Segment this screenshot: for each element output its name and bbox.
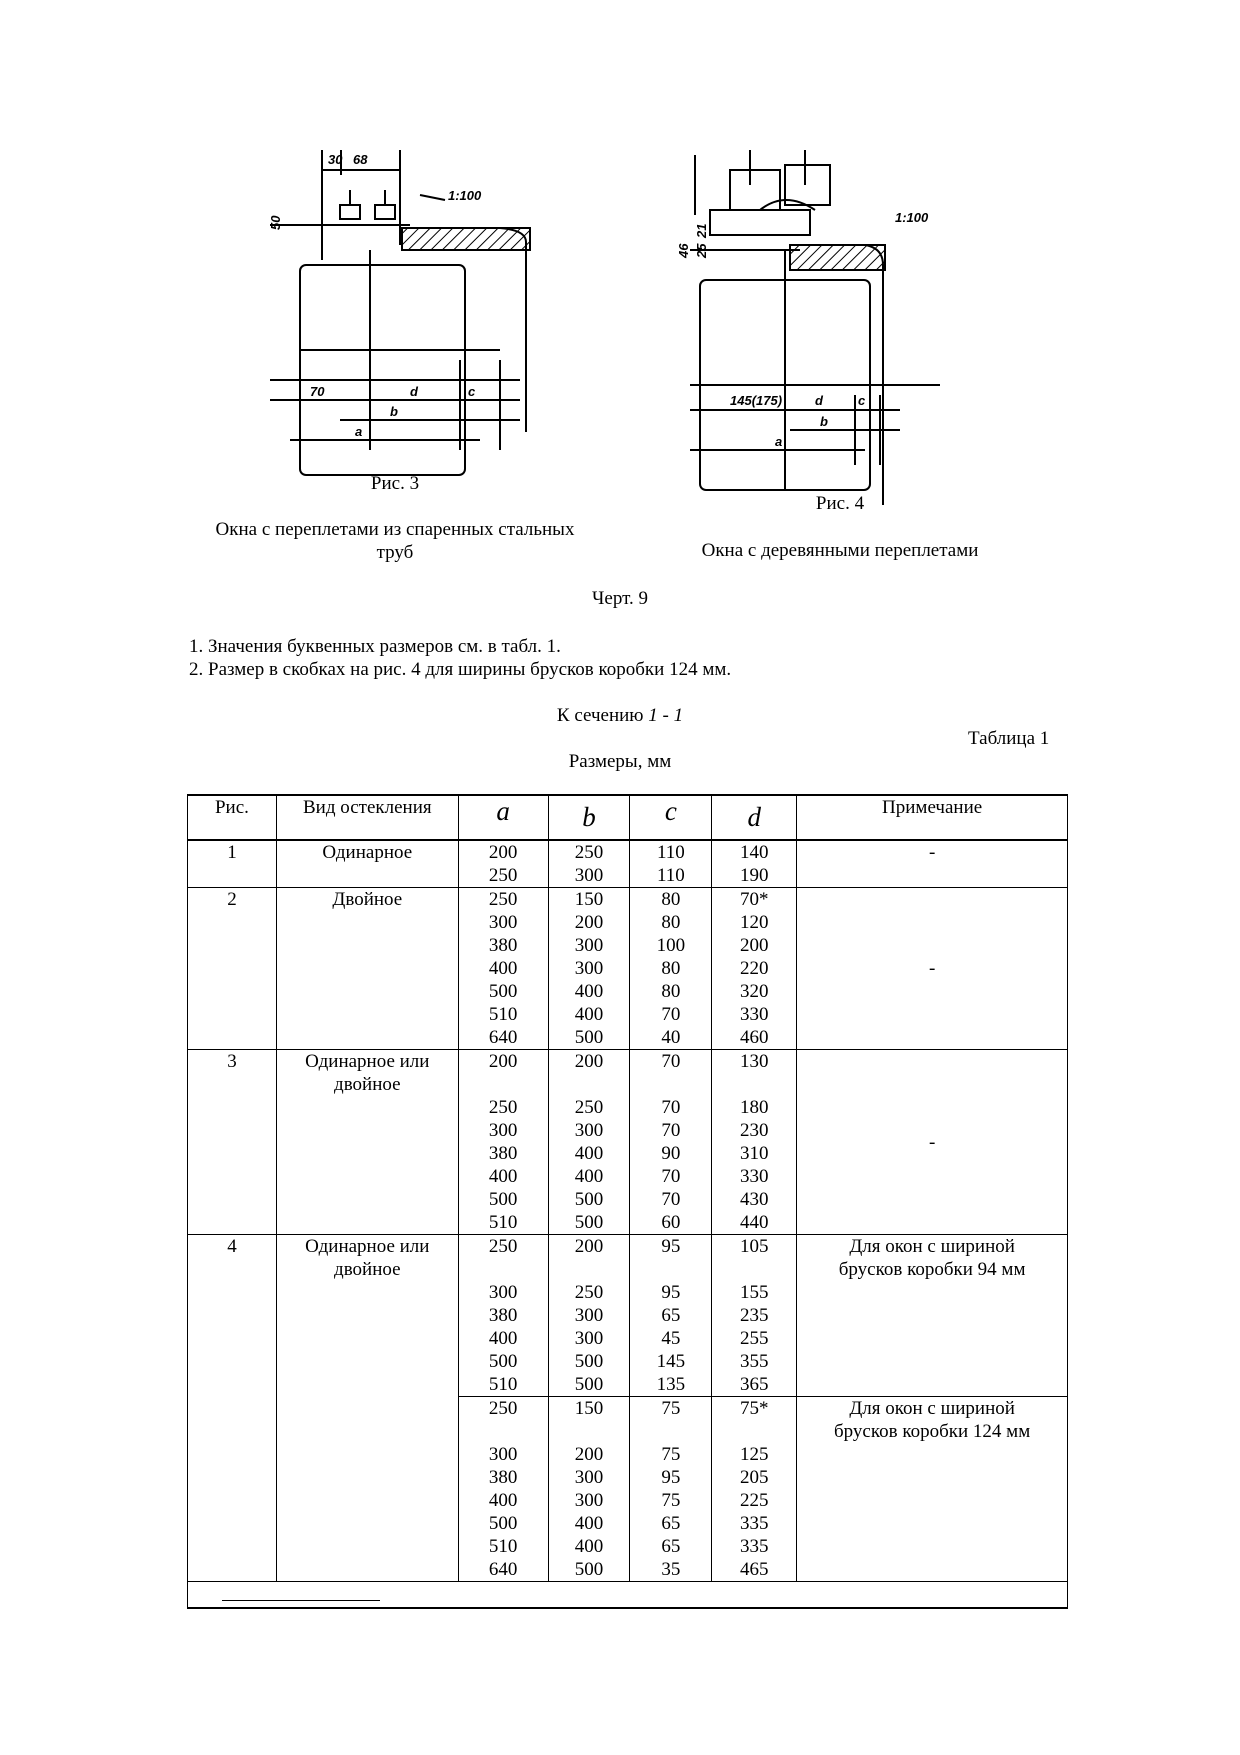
cell-d: 225 [712, 1489, 797, 1512]
cell-note: - [797, 1050, 1068, 1235]
cell-a: 380 [458, 1466, 548, 1489]
header-d: d [712, 795, 797, 840]
cell-a: 510 [458, 1211, 548, 1235]
units-caption: Размеры, мм [568, 751, 672, 772]
svg-text:25: 25 [694, 243, 709, 258]
cell-d: 320 [712, 980, 797, 1003]
svg-text:c: c [468, 384, 476, 399]
svg-text:68: 68 [353, 152, 368, 167]
table-row [188, 840, 1068, 864]
cell-a: 510 [458, 1535, 548, 1558]
svg-text:145(175): 145(175) [730, 393, 783, 408]
cell-b: 500 [548, 1350, 630, 1373]
cell-c: 80 [630, 911, 712, 934]
figure-4-title: Окна с деревянными переплетами [701, 540, 979, 561]
cell-b: 500 [548, 1188, 630, 1211]
cell-c: 65 [630, 1304, 712, 1327]
table-body [188, 840, 1068, 1608]
figure-4-drawing [676, 150, 990, 490]
cell-c: 60 [630, 1211, 712, 1235]
cell-b: 300 [548, 1327, 630, 1350]
svg-text:a: a [355, 424, 363, 439]
cell-b: 300 [548, 957, 630, 980]
cell-d: 235 [712, 1304, 797, 1327]
svg-text:50: 50 [268, 215, 283, 230]
cell-b: 300 [548, 1119, 630, 1142]
cell-d: 220 [712, 957, 797, 980]
cell-a: 300 [458, 1119, 548, 1142]
dimensions-table [187, 794, 1068, 1609]
cell-d: 365 [712, 1373, 797, 1397]
cell-glazing-type: Одинарное или двойное [276, 1235, 458, 1582]
cell-b: 400 [548, 1003, 630, 1026]
cell-b: 500 [548, 1026, 630, 1050]
cell-b: 400 [548, 1512, 630, 1535]
cell-a: 200 [458, 840, 548, 864]
cell-b: 300 [548, 934, 630, 957]
cell-d: 200 [712, 934, 797, 957]
cell-c: 95 [630, 1466, 712, 1489]
svg-text:b: b [390, 404, 398, 419]
notes [189, 635, 1049, 681]
cell-b: 200 [548, 911, 630, 934]
cell-b: 500 [548, 1558, 630, 1582]
cell-c: 135 [630, 1373, 712, 1397]
cell-d: 130 [712, 1050, 797, 1097]
cell-c: 70 [630, 1003, 712, 1026]
cell-d: 75* [712, 1397, 797, 1444]
section-prefix: К сечению [556, 705, 649, 726]
cell-d: 190 [712, 864, 797, 888]
cell-note: - [797, 888, 1068, 1050]
note-2: 2. Размер в скобках на рис. 4 для ширины брусков коробки 124 мм. [189, 659, 732, 680]
cell-c: 75 [630, 1397, 712, 1444]
cell-note: - [797, 840, 1068, 888]
cell-c: 75 [630, 1489, 712, 1512]
cell-a: 500 [458, 1188, 548, 1211]
svg-text:c: c [858, 393, 866, 408]
table-footer-row [188, 1582, 1068, 1609]
svg-text:1:100: 1:100 [895, 210, 929, 225]
cell-c: 110 [630, 864, 712, 888]
cell-b: 250 [548, 1096, 630, 1119]
cell-a: 400 [458, 1165, 548, 1188]
cell-a: 250 [458, 1235, 548, 1282]
cell-c: 65 [630, 1512, 712, 1535]
cell-a: 380 [458, 1142, 548, 1165]
cell-a: 300 [458, 911, 548, 934]
cell-c: 95 [630, 1281, 712, 1304]
svg-text:b: b [820, 414, 828, 429]
cell-b: 250 [548, 840, 630, 864]
cell-d: 105 [712, 1235, 797, 1282]
footnote-separator [188, 1582, 1068, 1609]
cell-note: Для окон с шириной брусков коробки 124 мм [797, 1397, 1068, 1582]
cell-b: 200 [548, 1235, 630, 1282]
cell-d: 155 [712, 1281, 797, 1304]
cell-c: 100 [630, 934, 712, 957]
figure-4-caption: Рис. 4 [815, 493, 865, 514]
section-number: 1 - 1 [648, 705, 684, 726]
svg-text:1:100: 1:100 [448, 188, 482, 203]
cell-a: 380 [458, 1304, 548, 1327]
cell-a: 640 [458, 1558, 548, 1582]
cell-fig: 4 [188, 1235, 277, 1582]
cell-a: 400 [458, 1327, 548, 1350]
cell-c: 45 [630, 1327, 712, 1350]
table-row [188, 1235, 1068, 1282]
cell-fig: 3 [188, 1050, 277, 1235]
cell-d: 255 [712, 1327, 797, 1350]
cell-c: 95 [630, 1235, 712, 1282]
svg-text:30: 30 [328, 152, 343, 167]
cell-b: 300 [548, 1304, 630, 1327]
cell-a: 380 [458, 934, 548, 957]
cell-b: 150 [548, 888, 630, 912]
cell-fig: 2 [188, 888, 277, 1050]
header-note: Примечание [797, 795, 1068, 840]
cell-d: 230 [712, 1119, 797, 1142]
cell-c: 80 [630, 980, 712, 1003]
cell-c: 110 [630, 840, 712, 864]
cell-b: 200 [548, 1050, 630, 1097]
cell-b: 300 [548, 1466, 630, 1489]
cell-b: 400 [548, 1535, 630, 1558]
cell-a: 300 [458, 1281, 548, 1304]
cell-d: 205 [712, 1466, 797, 1489]
cell-a: 250 [458, 1397, 548, 1444]
cell-b: 400 [548, 1165, 630, 1188]
footnote-line [222, 1600, 380, 1601]
svg-text:70: 70 [310, 384, 325, 399]
svg-text:d: d [410, 384, 418, 399]
cell-c: 70 [630, 1096, 712, 1119]
drawing-label: Черт. 9 [592, 588, 648, 609]
cell-c: 90 [630, 1142, 712, 1165]
header-c: c [630, 795, 712, 840]
cell-a: 300 [458, 1443, 548, 1466]
cell-d: 125 [712, 1443, 797, 1466]
cell-d: 310 [712, 1142, 797, 1165]
header-glazing-type: Вид остекления [276, 795, 458, 840]
cell-d: 430 [712, 1188, 797, 1211]
cell-a: 510 [458, 1003, 548, 1026]
cell-c: 70 [630, 1165, 712, 1188]
cell-c: 80 [630, 957, 712, 980]
cell-b: 150 [548, 1397, 630, 1444]
cell-b: 200 [548, 1443, 630, 1466]
cell-d: 120 [712, 911, 797, 934]
table-row [188, 1050, 1068, 1097]
svg-text:21: 21 [694, 223, 709, 238]
cell-a: 500 [458, 1512, 548, 1535]
cell-glazing-type: Двойное [276, 888, 458, 1050]
cell-b: 500 [548, 1211, 630, 1235]
cell-a: 250 [458, 888, 548, 912]
figure-3-drawing [270, 150, 532, 470]
note-1: 1. Значения буквенных размеров см. в табл. 1. [189, 636, 561, 657]
cell-c: 40 [630, 1026, 712, 1050]
cell-a: 200 [458, 1050, 548, 1097]
cell-c: 80 [630, 888, 712, 912]
cell-d: 465 [712, 1558, 797, 1582]
cell-d: 460 [712, 1026, 797, 1050]
svg-text:d: d [815, 393, 823, 408]
cell-a: 500 [458, 980, 548, 1003]
cell-b: 400 [548, 1142, 630, 1165]
svg-text:a: a [775, 434, 783, 449]
cell-b: 250 [548, 1281, 630, 1304]
cell-d: 335 [712, 1535, 797, 1558]
cell-d: 440 [712, 1211, 797, 1235]
cell-d: 355 [712, 1350, 797, 1373]
cell-b: 300 [548, 864, 630, 888]
cell-b: 300 [548, 1489, 630, 1512]
cell-glazing-type: Одинарное или двойное [276, 1050, 458, 1235]
cell-a: 250 [458, 864, 548, 888]
cell-d: 70* [712, 888, 797, 912]
cell-a: 250 [458, 1096, 548, 1119]
table-label: Таблица 1 [968, 728, 1050, 749]
cell-glazing-type: Одинарное [276, 840, 458, 888]
svg-text:46: 46 [676, 243, 691, 258]
cell-c: 65 [630, 1535, 712, 1558]
cell-d: 335 [712, 1512, 797, 1535]
cell-c: 70 [630, 1119, 712, 1142]
cell-a: 400 [458, 1489, 548, 1512]
header-a: a [458, 795, 548, 840]
cell-a: 500 [458, 1350, 548, 1373]
cell-fig: 1 [188, 840, 277, 888]
cell-d: 140 [712, 840, 797, 864]
cell-a: 640 [458, 1026, 548, 1050]
cell-c: 70 [630, 1188, 712, 1211]
cell-c: 145 [630, 1350, 712, 1373]
header-b: b [548, 795, 630, 840]
table-row [188, 888, 1068, 912]
cell-c: 70 [630, 1050, 712, 1097]
cell-b: 500 [548, 1373, 630, 1397]
cell-b: 400 [548, 980, 630, 1003]
section-reference [470, 705, 770, 727]
figure-3-title: Окна с переплетами из спаренных стальных труб [215, 519, 575, 563]
cell-note: Для окон с шириной брусков коробки 94 мм [797, 1235, 1068, 1397]
cell-d: 330 [712, 1003, 797, 1026]
header-fig: Рис. [188, 795, 277, 840]
table-header-row [188, 795, 1068, 840]
cell-a: 400 [458, 957, 548, 980]
cell-a: 510 [458, 1373, 548, 1397]
figure-3-caption: Рис. 3 [370, 473, 420, 494]
cell-c: 35 [630, 1558, 712, 1582]
cell-d: 180 [712, 1096, 797, 1119]
cell-c: 75 [630, 1443, 712, 1466]
cell-d: 330 [712, 1165, 797, 1188]
